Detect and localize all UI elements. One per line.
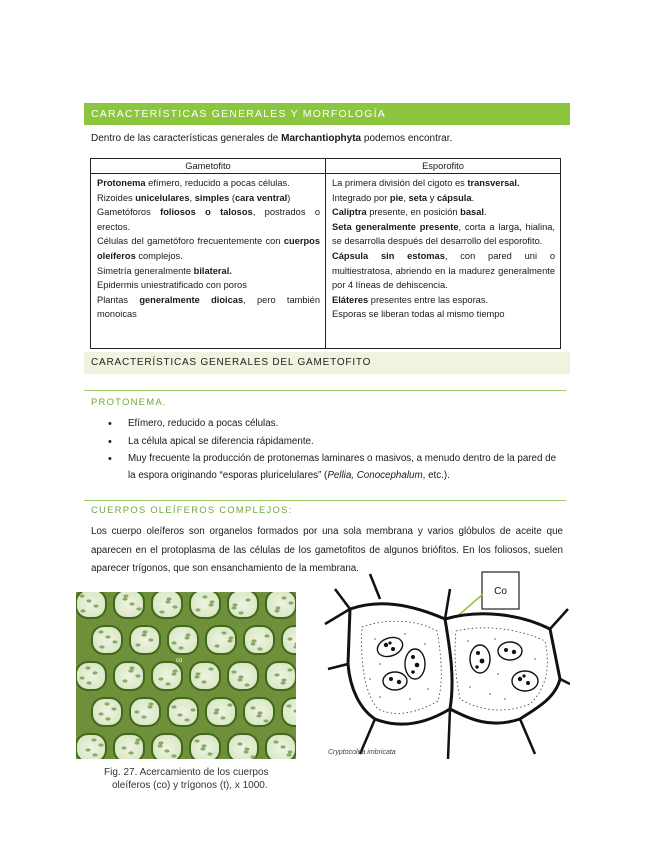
micrograph-image [76,592,296,759]
micro-oil-body [171,754,176,757]
caption-line-1: Fig. 27. Acercamiento de los cuerpos [104,767,269,778]
table-text: , postrados o erectos. [97,207,321,232]
intro-after: podemos encontrar. [361,133,453,144]
micro-oil-body [85,748,90,751]
micro-cell [76,662,106,690]
micro-label-t: t [286,748,288,755]
list-item [108,434,560,451]
micro-oil-body [281,596,286,599]
table-text: cara ventral [235,192,288,203]
oil-body [470,645,490,673]
divider [84,500,566,501]
item-text: Muy frecuente la producción de protonemas laminares o masivos, a menudo dentro de la pared de la espora originando “esporas pluricelulares” ( [128,453,557,481]
table-text: presente, en posición [366,207,461,218]
item-text: La célula apical se diferencia rápidamente. [128,435,314,447]
micro-cell [282,698,296,726]
oil-body [498,642,522,660]
cell-drawing [320,569,570,764]
species-name: Cryptocolea imbricata [328,749,396,756]
micro-oil-body [286,704,291,707]
micro-cell [152,662,182,690]
table-line [332,191,555,206]
micro-oil-body [200,747,205,750]
micro-oil-body [244,683,249,686]
figure-caption [104,766,269,792]
micro-oil-body [166,597,171,600]
micro-oil-body [142,630,147,633]
table-text: Integrado por [332,192,390,203]
micro-oil-body [92,753,97,756]
table-text: unicelulares [135,192,190,203]
micro-cell [152,592,182,618]
esporofito-cell [326,174,561,349]
micro-oil-body [129,666,134,669]
table-line [97,278,320,293]
micro-oil-body [281,678,286,681]
micro-oil-body [209,600,214,603]
micro-cell [152,734,182,759]
micro-oil-body [237,742,242,745]
micro-oil-body [159,610,164,613]
micro-oil-body [178,646,183,649]
table-text: presentes entre las esporas. [368,294,489,305]
micro-oil-body [85,666,90,669]
micro-oil-body [220,716,225,719]
table-text: bilateral. [193,265,232,276]
table-header-row [91,159,561,174]
micro-label-co: co [176,658,183,664]
micro-oil-body [201,680,206,683]
micro-oil-body [275,606,280,609]
micro-oil-body [232,603,237,606]
micro-oil-body [287,750,292,753]
table-text: Rizoides [97,192,136,203]
table-line [97,176,320,191]
micro-oil-body [123,594,128,597]
micro-oil-body [244,747,249,750]
header-esporofito: Esporofito [326,159,561,174]
table-text: Epidermis uniestratificado con poros [97,280,247,291]
micro-oil-body [214,708,219,711]
bullet: • [108,435,112,448]
table-line [332,205,555,220]
table-text: foliosos o talosos [160,207,253,218]
table-text: , con pared uni o multiestratosa, abriendo en la madurez generalmente por 4 líneas de dehiscencia. [332,250,555,291]
micro-oil-body [122,679,127,682]
micro-oil-body [134,741,139,744]
micrograph-background [76,592,296,759]
table-text: transversal. [467,178,520,188]
micro-oil-body [93,604,98,607]
caption-line-2: oleíferos (co) y trígonos (t), x 1000. [112,780,268,791]
table-text: Seta generalmente presente [332,221,459,232]
micro-oil-body [121,746,126,749]
table-text: . [471,192,475,203]
micro-oil-body [135,674,140,677]
micro-oil-body [112,640,117,643]
micro-oil-body [165,682,170,685]
table-text: efímero, reducido a pocas células. [145,178,290,188]
micro-oil-body [98,743,103,746]
section-title: CARACTERÍSTICAS GENERALES DEL GAMETOFITO [91,357,372,368]
micro-oil-body [136,607,141,610]
table-text: , corta a larga, hialina, se desarrolla después del desarrollo del esporofito. [332,221,555,247]
table-text: Cápsula sin estomas [332,250,445,261]
micro-oil-body [177,713,182,716]
micro-cell [228,734,258,759]
micro-oil-body [231,670,236,673]
micro-oil-body [158,677,163,680]
micro-oil-body [172,605,177,608]
micro-oil-body [184,636,189,639]
micro-cell [92,626,122,654]
table-text: basal [460,207,484,218]
micro-oil-body [185,633,190,636]
micro-oil-body [195,608,200,611]
micro-oil-body [158,741,163,744]
bullet: • [108,418,112,430]
micro-oil-body [129,602,134,605]
micro-oil-body [128,751,133,754]
table-line [97,205,320,234]
table-text: Protonema [97,178,146,188]
micro-oil-body [141,715,146,718]
micro-oil-body [264,634,269,637]
micro-oil-body [195,672,200,675]
table-line [97,191,320,206]
micro-oil-body [79,594,84,597]
table-text: La primera división del cigoto es [332,178,468,188]
cuerpos-heading: CUERPOS OLEÍFEROS COMPLEJOS: [91,505,293,516]
micro-oil-body [171,705,176,708]
table-line [332,176,555,191]
micro-oil-body [134,710,139,713]
micro-oil-body [287,668,292,671]
protonema-list [108,416,560,485]
micro-oil-body [208,667,213,670]
micro-oil-body [122,597,127,600]
item-end: , etc.). [422,469,450,481]
table-text: Gametóforos [97,207,161,218]
table-text: . [483,207,487,218]
micro-oil-body [148,638,153,641]
micro-cell [206,698,236,726]
table-text: simples [194,192,230,203]
oil-body [512,671,538,691]
micro-oil-body [171,641,176,644]
micro-cell [130,626,160,654]
micro-oil-body [128,669,133,672]
micro-cell [92,698,122,726]
protonema-heading: PROTONEMA. [91,397,167,408]
micro-oil-body [91,738,96,741]
cuerpos-paragraph: Los cuerpo oleíferos son organelos formados por una sola membrana y varios glóbulos de aceite que aparecen en el protoplasma de las células de los gametofitos de algunos briófitos. En los foliosos, suelen aparecer trígonos, que son ensanchamiento de la membrana. [91,526,563,574]
table-text: y [427,192,437,203]
micro-oil-body [80,609,85,612]
table-text: generalmente dioicas [139,294,244,305]
micro-oil-body [274,609,279,612]
micro-oil-body [227,639,232,642]
micro-oil-body [273,740,278,743]
table-line [332,307,555,322]
label-co: Co [494,586,507,597]
table-text: pie [389,192,404,203]
micro-oil-body [263,719,268,722]
micro-oil-body [86,599,91,602]
micro-oil-body [184,718,189,721]
micro-oil-body [250,755,255,758]
micro-oil-body [214,644,219,647]
micro-oil-body [227,703,232,706]
micro-oil-body [157,744,162,747]
table-line [332,220,555,249]
table-line [97,264,320,279]
micro-cell [114,592,144,618]
header-gametofito: Gametofito [91,159,326,174]
gametofito-cell [91,174,326,349]
section-header-morfologia [84,103,570,125]
micro-oil-body [98,712,103,715]
table-line [97,293,320,322]
section-header-gametofito [84,352,570,374]
table-text: Eláteres [332,294,369,305]
table-text: , [403,192,409,203]
list-item [108,451,560,484]
micro-cell [168,698,198,726]
micro-oil-body [288,601,293,604]
micro-oil-body [237,678,242,681]
table-text: cápsula [436,192,472,203]
comparison-table [90,158,561,349]
micro-oil-body [243,750,248,753]
table-text: , pero también monoicas [97,294,321,320]
bullet: • [108,453,112,465]
micro-oil-body [238,675,243,678]
table-text: ( [229,192,235,203]
micro-oil-body [245,598,250,601]
micro-oil-body [171,672,176,675]
micro-oil-body [135,643,140,646]
item-text: Efímero, reducido a pocas células. [128,418,279,429]
micro-oil-body [257,711,262,714]
oil-body [383,672,407,690]
micro-oil-body [208,603,213,606]
micro-oil-body [165,600,170,603]
list-item [108,416,560,433]
micro-oil-body [231,606,236,609]
micro-oil-body [213,711,218,714]
table-text: , [189,192,195,203]
micro-oil-body [148,702,153,705]
micro-oil-body [280,681,285,684]
table-text: Esporas se liberan todas al mismo tiempo [332,309,505,320]
micro-oil-body [207,752,212,755]
micro-oil-body [135,738,140,741]
micro-oil-body [287,637,292,640]
micro-cell [114,734,144,759]
genera-names: Pellia, Conocephalum [327,469,423,481]
micro-oil-body [194,675,199,678]
micro-cell [168,626,198,654]
micro-oil-body [238,611,243,614]
micro-oil-body [86,681,91,684]
micro-oil-body [274,673,279,676]
table-line [332,293,555,308]
micro-oil-body [92,671,97,674]
micro-oil-body [201,744,206,747]
divider [84,390,566,391]
table-text: complejos. [135,250,183,261]
intro-text [91,133,452,144]
table-line [332,249,555,293]
micro-oil-body [250,706,255,709]
intro-taxon: Marchantiophyta [281,133,362,144]
micro-oil-body [98,630,103,633]
table-text: Células del gametóforo frecuentemente con [97,236,284,247]
micro-oil-body [221,631,226,634]
micro-oil-body [251,639,256,642]
micro-cell [190,662,220,690]
micro-oil-body [280,745,285,748]
micro-oil-body [141,633,146,636]
micro-oil-body [190,708,195,711]
table-text: cuerpos oleíferos [97,236,320,261]
table-text: seta [408,192,428,203]
table-row [91,174,561,349]
micro-oil-body [256,714,261,717]
micro-cell [266,662,296,690]
micro-oil-body [105,717,110,720]
micro-cell [266,592,296,618]
micro-oil-body [111,707,116,710]
micro-oil-body [164,749,169,752]
micro-oil-body [172,669,177,672]
table-text: Caliptra [332,207,367,218]
section-title: CARACTERÍSTICAS GENERALES Y MORFOLOGÍA [91,108,386,120]
table-text: Simetría generalmente [97,265,194,276]
micro-oil-body [228,636,233,639]
intro-before: Dentro de las características generales de [91,133,282,144]
micro-oil-body [147,705,152,708]
micro-oil-body [99,645,104,648]
micro-oil-body [202,595,207,598]
table-line [97,234,320,263]
table-text: Plantas [97,294,140,305]
micro-oil-body [105,635,110,638]
micro-oil-body [194,739,199,742]
micro-oil-body [250,642,255,645]
micro-oil-body [79,676,84,679]
micro-oil-body [257,647,262,650]
micro-oil-body [104,702,109,705]
table-text: ) [287,192,291,203]
